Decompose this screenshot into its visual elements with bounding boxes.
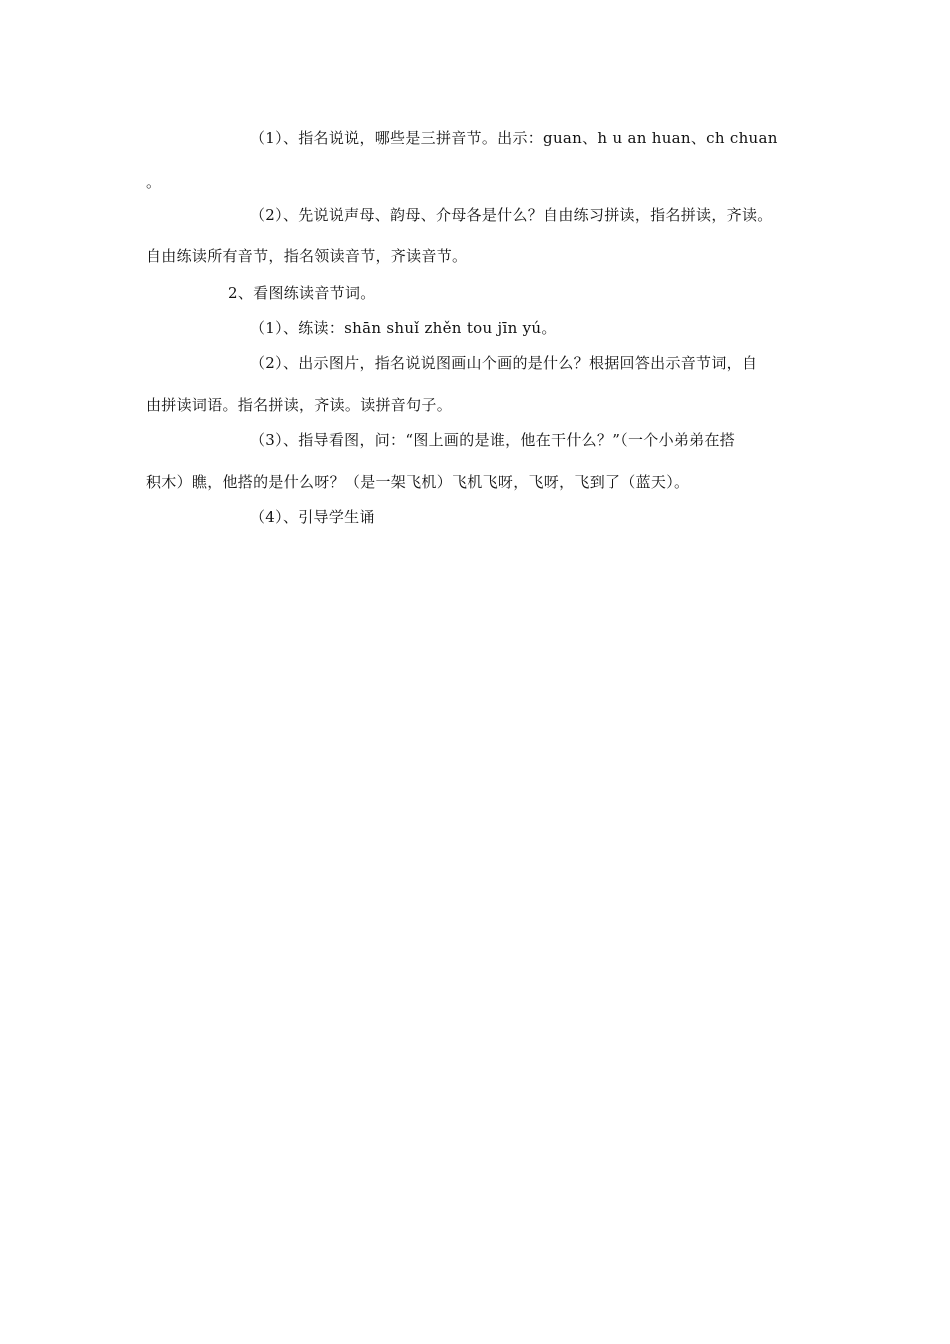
paragraph-line: （3）、指导看图，问：“图上画的是谁，他在干什么？”（一个小弟弟在搭 bbox=[250, 431, 736, 449]
paragraph-line: 2、看图练读音节词。 bbox=[228, 284, 376, 302]
paragraph-line: （4）、引导学生诵 bbox=[250, 508, 375, 526]
paragraph-line: （2）、先说说声母、韵母、介母各是什么？自由练习拼读，指名拼读，齐读。 bbox=[250, 206, 773, 224]
paragraph-line: （2）、出示图片，指名说说图画山个画的是什么？根据回答出示音节词，自 bbox=[250, 354, 758, 372]
paragraph-line: 由拼读词语。指名拼读，齐读。读拼音句子。 bbox=[146, 396, 453, 414]
paragraph-line: （1）、练读：shān shuǐ zhěn tou jīn yú。 bbox=[250, 319, 557, 337]
paragraph-line: 积木）瞧，他搭的是什么呀？（是一架飞机）飞机飞呀，飞呀，飞到了（蓝天）。 bbox=[146, 473, 690, 491]
paragraph-line: 。 bbox=[146, 173, 162, 191]
paragraph-line: 自由练读所有音节，指名领读音节，齐读音节。 bbox=[146, 247, 468, 265]
paragraph-line: （1）、指名说说，哪些是三拼音节。出示：guan、h u an huan、ch chuan bbox=[250, 129, 778, 147]
